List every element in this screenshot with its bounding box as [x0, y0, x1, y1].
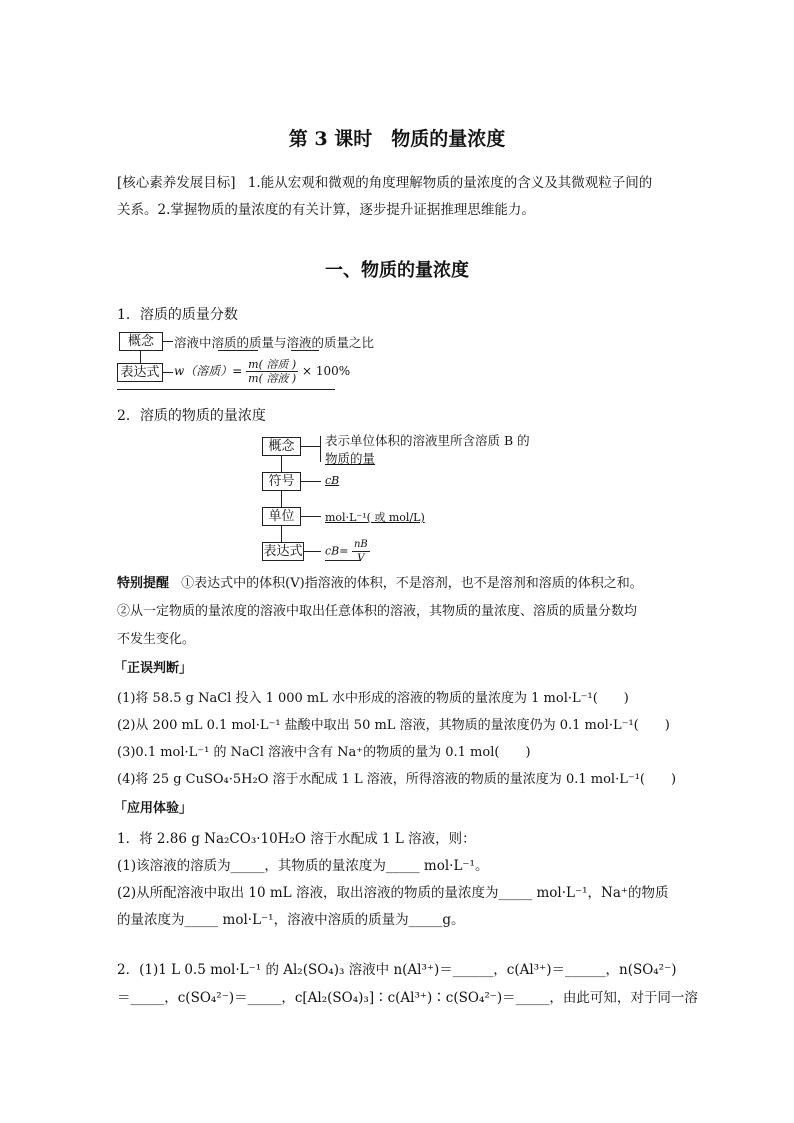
apply-q1-line3: (2)从所配溶液中取出 10 mL 溶液，取出溶液的物质的量浓度为_____ mol·L⁻¹，Na⁺的物质	[117, 885, 669, 901]
part2-unit-connector	[301, 516, 321, 517]
apply-q2-line1: 2．(1)1 L 0.5 mol·L⁻¹ 的 Al₂(SO₄)₃ 溶液中 n(Al³⁺)＝______，c(Al³⁺)＝______，n(SO₄²⁻)	[117, 962, 677, 978]
part1-expr-tail: × 100%	[302, 364, 351, 378]
underline-solute	[218, 350, 258, 351]
part2-expr-connector	[304, 551, 321, 552]
goals-line2: 关系。2.掌握物质的量浓度的有关计算，逐步提升证据推理思维能力。	[117, 202, 535, 218]
apply-q2-line2: ＝_____，c(SO₄²⁻)＝_____，c[Al₂(SO₄)₃]∶c(Al³⁺)∶c(SO₄²⁻)＝_____，由此可知，对于同一溶	[117, 990, 698, 1006]
goals-line1	[117, 174, 652, 192]
part2-concept-line2: 物质的量	[325, 451, 376, 466]
part1-concept-connector	[163, 341, 173, 342]
part1-heading: 1．溶质的质量分数	[117, 307, 238, 323]
underline-solution	[291, 350, 319, 351]
part2-heading: 2．溶质的物质的量浓度	[117, 408, 266, 424]
part2-expr-underline	[325, 560, 361, 561]
apply-q1-line1: 1．将 2.86 g Na₂CO₃·10H₂O 溶于水配成 1 L 溶液，则：	[117, 831, 476, 847]
part2-concept-line1: 表示单位体积的溶液里所含溶质 B 的	[325, 433, 530, 448]
part2-expr-box: 表达式	[263, 544, 303, 559]
apply-q1-line2: (1)该溶液的溶质为_____，其物质的量浓度为_____ mol·L⁻¹。	[117, 858, 489, 874]
goals-text-1: 1.能从宏观和微观的角度理解物质的量浓度的含义及其微观粒子间的	[247, 175, 653, 191]
part2-concept-bracket	[320, 436, 321, 462]
part1-concept-text: 溶液中溶质的质量与溶液的质量之比	[174, 335, 375, 350]
part2-symbol-text: cB	[325, 474, 340, 487]
tips-line1	[117, 575, 643, 593]
part1-expr-fraction	[246, 358, 298, 385]
apply-q1-line4: 的量浓度为_____ mol·L⁻¹，溶液中溶质的质量为_____g。	[117, 912, 465, 928]
part1-expr-lhs: w（溶质）=	[174, 364, 243, 378]
judge-item-2: (2)从 200 mL 0.1 mol·L⁻¹ 盐酸中取出 50 mL 溶液，其物质的量浓度仍为 0.1 mol·L⁻¹( )	[117, 718, 670, 733]
part1-vertical-connector	[140, 351, 141, 363]
part2-unit-box: 单位	[262, 507, 301, 526]
part2-unit-text: mol·L⁻¹( 或 mol/L)	[325, 511, 425, 524]
judge-heading: 「正误判断」	[114, 661, 193, 676]
tips-line2: ②从一定物质的量浓度的溶液中取出任意体积的溶液，其物质的量浓度、溶质的质量分数均	[117, 604, 638, 619]
part1-bottom-rule	[117, 389, 335, 390]
tips-text-1: ①表达式中的体积(V)指溶液的体积，不是溶剂，也不是溶剂和溶质的体积之和。	[181, 576, 643, 591]
part2-expr-denominator: V	[357, 553, 365, 564]
judge-item-1: (1)将 58.5 g NaCl 投入 1 000 mL 水中形成的溶液的物质的量浓度为 1 mol·L⁻¹( )	[117, 691, 629, 706]
tips-label: 特别提醒	[117, 576, 170, 591]
part2-expr-lhs: cB=	[325, 544, 349, 558]
part1-expr-connector	[163, 372, 173, 373]
part1-expression	[174, 358, 350, 385]
apply-heading: 「应用体验」	[114, 801, 193, 816]
part1-concept-box: 概念	[119, 332, 163, 351]
part1-expr-box: 表达式	[117, 363, 163, 382]
page-title: 第 3 课时 物质的量浓度	[288, 128, 506, 150]
tips-line3: 不发生变化。	[117, 632, 196, 647]
part2-expr-numerator: nB	[353, 539, 368, 550]
part1-expr-numerator: m( 溶质 )	[248, 358, 297, 371]
part2-symbol-box: 符号	[262, 472, 301, 491]
part2-spine	[281, 456, 282, 543]
judge-item-4: (4)将 25 g CuSO₄·5H₂O 溶于水配成 1 L 溶液，所得溶液的物质的量浓度为 0.1 mol·L⁻¹( )	[117, 772, 677, 787]
goals-label: [核心素养发展目标]	[117, 175, 236, 191]
section-title: 一、物质的量浓度	[325, 260, 469, 281]
part2-symbol-connector	[301, 481, 321, 482]
part1-expr-denominator: m( 溶液 )	[248, 372, 297, 385]
part2-concept-box: 概念	[262, 437, 301, 456]
judge-item-3: (3)0.1 mol·L⁻¹ 的 NaCl 溶液中含有 Na⁺的物质的量为 0.1 mol( )	[117, 745, 531, 760]
part2-concept-connector	[301, 446, 321, 447]
